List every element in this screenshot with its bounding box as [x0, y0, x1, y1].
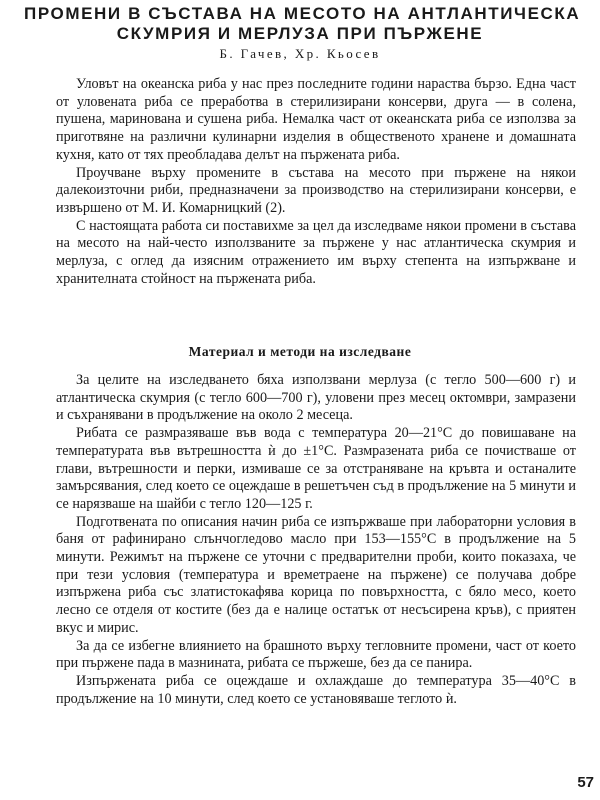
article-authors: Б. Гачев, Хр. Кьосев	[219, 46, 381, 61]
paragraph: Подготвената по описания начин риба се изпържваше при лабораторни условия в баня от рафинирано слънчогледово масло при 153—155°С в продължение на 5 минути. Режимът на пържене се уточни с предварителни проби, които показаха, че при тези условия (температура и времетраене на пържене) се получава добре изпържена риба със златистокафява корица по повърхността, с бяло месо, което лесно се отделя от костите (без да е налице остатък от несъсирена кръв), с приятен вкус и мирис.	[56, 513, 576, 636]
paragraph: За целите на изследването бяха използвани мерлуза (с тегло 500—600 г) и атлантическа скумрия (с тегло 600—700 г), уловени през месец октомври, замразени и съхранявани в продължение на около 2 месеца.	[56, 372, 576, 424]
paragraph: Изпържената риба се оцеждаше и охлаждаше до температура 35—40°С в продължение на 10 минути, след което се установяваше теглото ѝ.	[56, 672, 576, 707]
paragraph: Проучване върху промените в състава на месото при пържене на някои далекоизточни риби, предназначени за производство на стерилизирани консерви, е извършено от М. И. Комарницкий (2).	[56, 164, 576, 216]
paragraph: Рибата се размразяваше във вода с температура 20—21°С до повишаване на температурата във вътрешността ѝ до ±1°С. Размразената риба се почистваше от глави, вътрешности и перки, измиваше се за отстраняване на кръвта и останалите замърсявания, след което се оцеждаше в решетъчен съд в продължение на 5 минути и се нарязваше на шайби с тегло 120—125 г.	[56, 425, 576, 512]
introduction-section	[56, 76, 576, 288]
paragraph: За да се избегне влиянието на брашното върху тегловните промени, част от което при пържене пада в мазнината, рибата се пържеше, без да се панира.	[56, 637, 576, 672]
paragraph: С настоящата работа си поставихме за цел да изследваме някои промени в състава на месото на най-често използваните за пържене у нас атлантическа скумрия и мерлуза, с оглед да изясним отражението им върху степента на изпържване и хранителната стойност на пържената риба.	[56, 217, 576, 287]
methods-section	[56, 372, 576, 708]
paragraph: Уловът на океанска риба у нас през последните години нараства бързо. Една част от уловената риба се преработва в стерилизирани консерви, друга — в солена, пушена, маринована и сушена риба. Немалка част от океанската риба се използва за приготвяне на различни кулинарни изделия в общественото хранене и домашната кухня, като от тях преобладава делът на пържената риба.	[56, 76, 576, 163]
page-number: 57	[577, 774, 594, 791]
title-line-2: СКУМРИЯ И МЕРЛУЗА ПРИ ПЪРЖЕНЕ	[116, 24, 484, 43]
article-title	[24, 4, 581, 44]
title-line-1: ПРОМЕНИ В СЪСТАВА НА МЕСОТО НА АНТЛАНТИЧЕСКА	[24, 4, 581, 23]
section-heading: Материал и методи на изследване	[188, 344, 412, 359]
